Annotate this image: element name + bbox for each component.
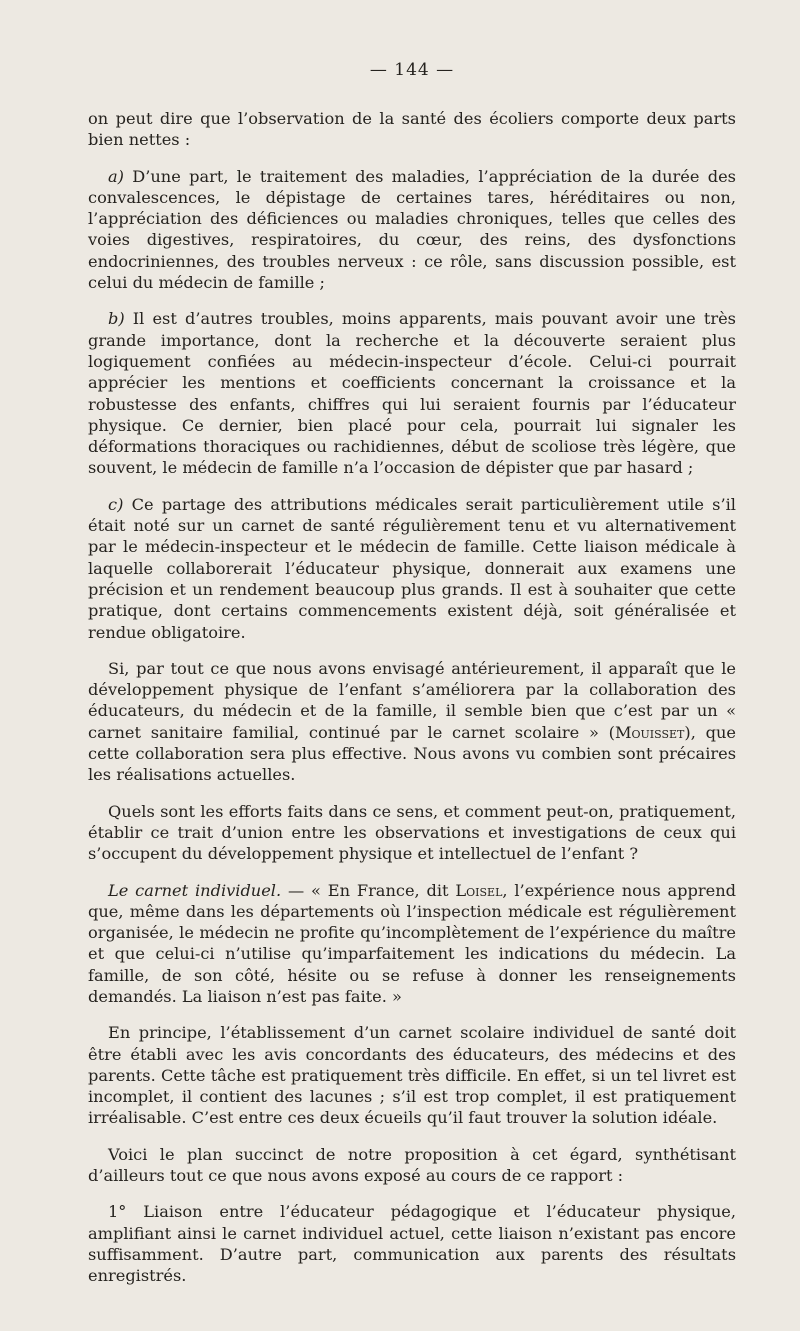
paragraph-text-end: ), que cette collaboration sera plus effective. Nous avons vu combien sont précaires les réalisations actuelles. <box>88 722 736 785</box>
paragraph-c <box>88 494 736 643</box>
list-marker-a: a) <box>108 166 124 186</box>
paragraph-question: Quels sont les efforts faits dans ce sens, et comment peut-on, pratiquement, établir ce trait d’union entre les observations et investigations de ceux qui s’occupent du développement physique et intellectuel de l’enfant ? <box>88 801 736 864</box>
list-marker-b: b) <box>108 309 125 329</box>
body-text <box>88 108 736 1287</box>
paragraph-text-end: , l’expérience nous apprend que, même dans les départements où l’inspection médicale est régulièrement organisée, le médecin ne profite qu’incomplètement de l’expérience du maître et que celui-ci n’utilise qu’imparfaitement les indications du médecin. La famille, de son côté, hésite ou se refuse à donner les renseignements demandés. La liaison n’est pas faite. » <box>88 880 736 1006</box>
paragraph-plan: Voici le plan succinct de notre proposition à cet égard, synthétisant d’ailleurs tout ce que nous avons exposé au cours de ce rapport : <box>88 1144 736 1186</box>
paragraph-point-1: 1° Liaison entre l’éducateur pédagogique et l’éducateur physique, amplifiant ainsi le carnet individuel actuel, cette liaison n’existant pas encore suffisamment. D’autre part, communication aux parents des résultats enregistrés. <box>88 1202 736 1286</box>
page-number: — 144 — <box>369 60 455 80</box>
list-marker-c: c) <box>108 494 124 514</box>
paragraph-b-text: Il est d’autres troubles, moins apparents, mais pouvant avoir une très grande importance, dont la recherche et la découverte seraient plus logiquement confiées au médecin-inspecteur d’école. Celui-ci pourrait apprécier les mentions et coefficients concernant la croissance et la robustesse des enfants, chiffres qui lui seraient fournis par l’éducateur physique. Ce dernier, bien placé pour cela, pourrait lui signaler les déformations thoraciques ou rachidiennes, début de scoliose très légère, que souvent, le médecin de famille n’a l’occasion de dépister que par hasard ; <box>88 309 736 478</box>
paragraph-carnet-individuel <box>88 880 736 1008</box>
author-name-mouisset: Mouisset <box>614 722 685 742</box>
paragraph-intro: on peut dire que l’observation de la santé des écoliers comporte deux parts bien nettes : <box>88 109 736 150</box>
paragraph-a <box>88 166 736 294</box>
paragraph-b <box>88 308 736 478</box>
paragraph-text-start: — « En France, dit <box>281 880 456 900</box>
section-heading: Le carnet individuel. <box>108 880 282 900</box>
paragraph-principe: En principe, l’établissement d’un carnet scolaire individuel de santé doit être établi avec les avis concordants des éducateurs, des médecins et des parents. Cette tâche est pratiquement très difficile. En effet, si un tel livret est incomplet, il contient des lacunes ; s’il est trop complet, il est pratiquement irréalisable. C’est entre ces deux écueils qu’il faut trouver la solution idéale. <box>88 1023 736 1128</box>
author-name-loisel: Loisel <box>455 880 503 900</box>
paragraph-carnet-sanitaire <box>88 658 736 786</box>
paragraph-text-start: Si, par tout ce que nous avons envisagé antérieurement, il apparaît que le développement physique de l’enfant s’améliorera par la collaboration des éducateurs, du médecin et de la famille, il semble bien que c’est par un « carnet sanitaire familial, continué par le carnet scolaire » ( <box>88 658 736 742</box>
paragraph-c-text: Ce partage des attributions médicales serait particulièrement utile s’il était noté sur un carnet de santé régulièrement tenu et vu alternativement par le médecin-inspecteur et le médecin de famille. Cette liaison médicale à laquelle collaborerait l’éducateur physique, donnerait aux examens une précision et un rendement beaucoup plus grands. Il est à souhaiter que cette pratique, dont certains commencements existent déjà, soit généralisée et rendue obligatoire. <box>88 494 736 642</box>
paragraph-a-text: D’une part, le traitement des maladies, l’appréciation de la durée des convalescences, le dépistage de certaines tares, héréditaires ou non, l’appréciation des déficiences ou maladies chroniques, telles que celles des voies digestives, respiratoires, du cœur, des reins, des dysfonctions endocriniennes, des troubles nerveux : ce rôle, sans discussion possible, est celui du médecin de famille ; <box>88 166 736 293</box>
